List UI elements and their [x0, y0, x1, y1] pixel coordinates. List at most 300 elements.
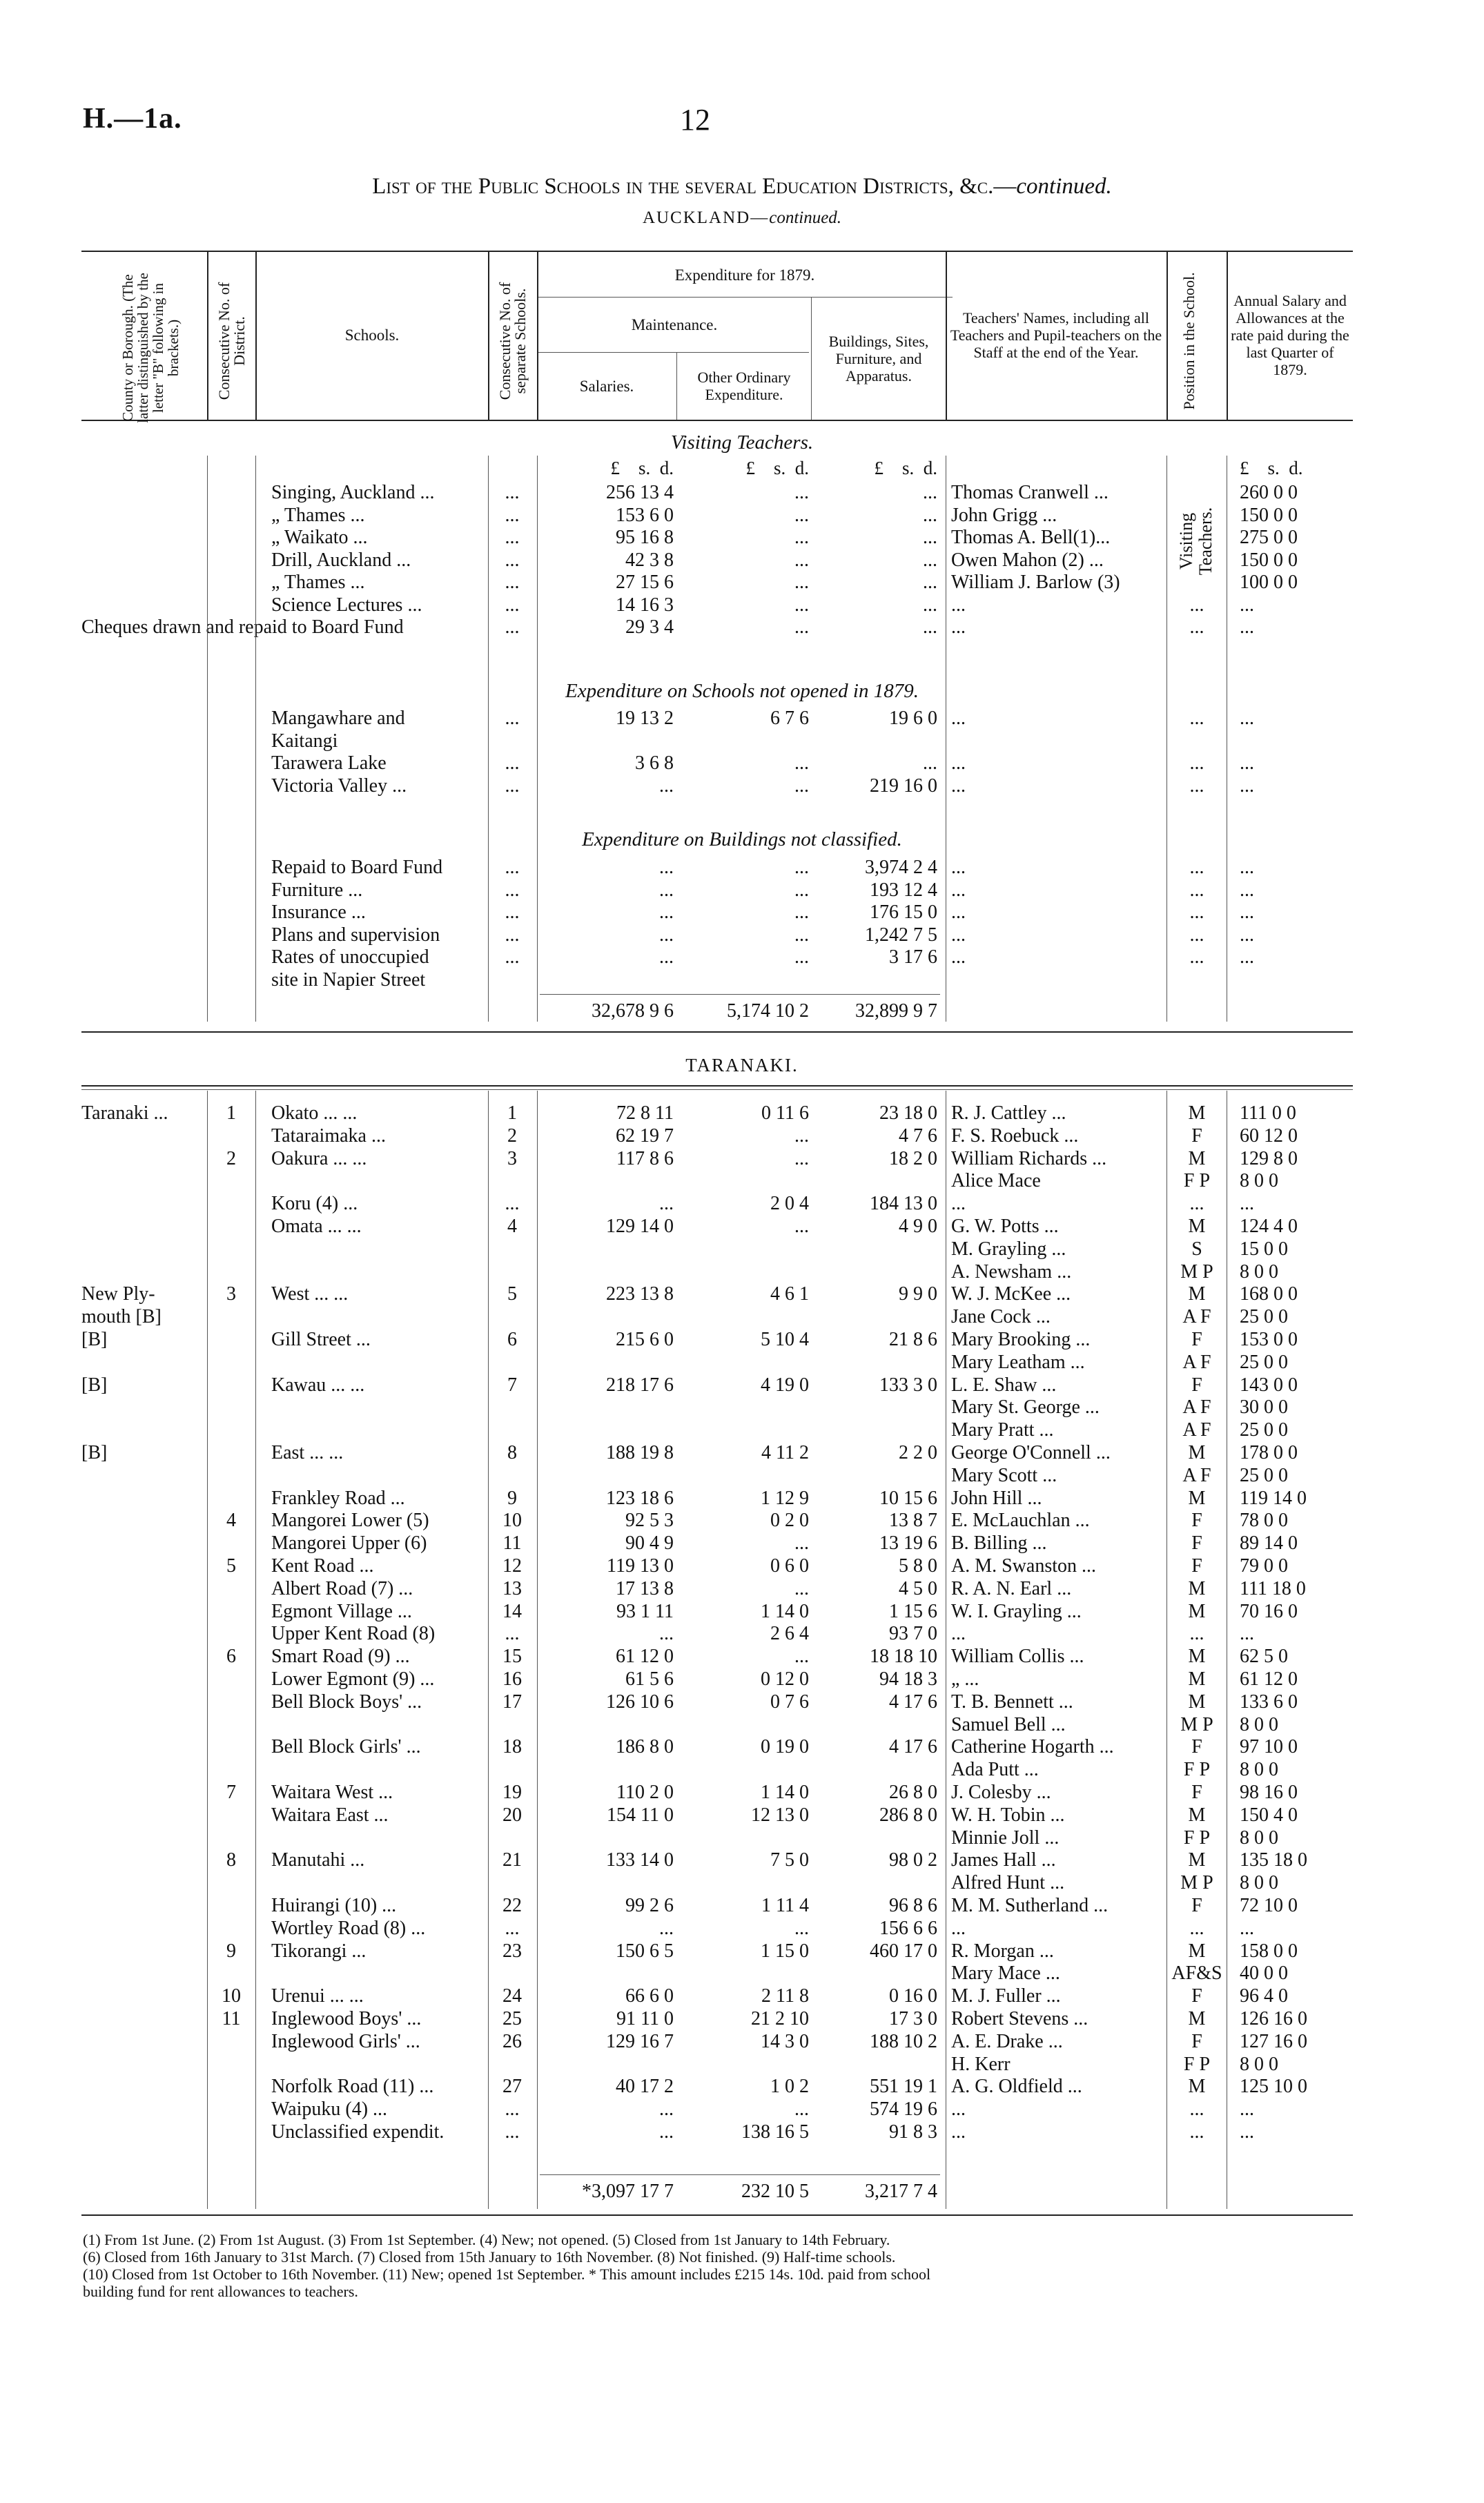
cell-bld: 91 8 3: [889, 2121, 937, 2143]
cell-pos: F: [1191, 1736, 1202, 1758]
cell-tname: R. A. N. Earl ...: [951, 1577, 1072, 1599]
cell-oth: ...: [794, 1216, 809, 1237]
cell-bld: 5 8 0: [899, 1555, 937, 1577]
cell-pos: S: [1191, 1238, 1202, 1260]
cell-cons: 26: [502, 2030, 522, 2052]
cell-ann: ...: [1240, 924, 1254, 946]
cell-school: Rates of unoccupied: [271, 946, 429, 968]
cell-sal: 123 18 6: [606, 1487, 674, 1509]
header-divider: [676, 352, 677, 420]
cell-bld: 4 17 6: [889, 1691, 937, 1713]
table-row: [0, 1169, 1484, 1192]
cell-bld: 18 2 0: [889, 1147, 937, 1169]
cell-tname: John Hill ...: [951, 1487, 1042, 1509]
cell-ann: 126 16 0: [1240, 2008, 1307, 2029]
cell-tname: James Hall ...: [951, 1849, 1056, 1871]
unit-pence: d.: [659, 458, 674, 478]
cell-sal: 256 13 4: [606, 482, 674, 503]
body-divider: [255, 1091, 256, 2209]
cell-ann: 150 0 0: [1240, 504, 1298, 526]
cell-school: Mangorei Upper (6): [271, 1532, 427, 1555]
cell-tname: ...: [951, 924, 966, 946]
cell-ann: 111 18 0: [1240, 1577, 1306, 1599]
cell-ann: 168 0 0: [1240, 1283, 1298, 1305]
cell-ann: 25 0 0: [1240, 1464, 1288, 1486]
cell-oth: ...: [794, 1532, 809, 1555]
cell-cons: ...: [505, 775, 520, 797]
cell-oth: ...: [794, 1577, 809, 1599]
cell-sal: 61 12 0: [616, 1646, 674, 1668]
cell-county: [B]: [81, 1442, 108, 1463]
col-other-expenditure: Other Ordinary Expenditure.: [697, 369, 791, 403]
cell-tname: W. J. McKee ...: [951, 1283, 1071, 1305]
cell-bld: 3 17 6: [889, 946, 937, 968]
cell-sal: 29 3 4: [625, 616, 674, 638]
cell-tname: Mary Leatham ...: [951, 1351, 1085, 1373]
cell-tname: R. J. Cattley ...: [951, 1102, 1066, 1124]
cell-pos: ...: [1189, 2121, 1204, 2143]
cell-school: Waipuku (4) ...: [271, 2098, 388, 2121]
cell-ann: ...: [1240, 2098, 1254, 2121]
table-row: [0, 2030, 1484, 2053]
cell-sal: ...: [659, 924, 674, 946]
body-divider: [255, 456, 256, 1022]
table-row: [0, 481, 1484, 504]
taranaki-total-salaries: *3,097 17 7: [582, 2181, 674, 2202]
cell-ann: 30 0 0: [1240, 1396, 1288, 1419]
table-row: [0, 1147, 1484, 1170]
table-row: [0, 1238, 1484, 1260]
table-row: [0, 730, 1484, 752]
cell-sal: 218 17 6: [606, 1374, 674, 1396]
cell-ann: ...: [1240, 594, 1254, 616]
cell-cons: ...: [505, 1193, 520, 1215]
table-row: [0, 1305, 1484, 1328]
col-separate: Consecutive No. of separate Schools.: [496, 282, 529, 400]
auckland-total-row: [0, 1000, 1484, 1022]
table-row: [0, 1645, 1484, 1668]
cell-ann: 129 8 0: [1240, 1147, 1298, 1169]
cell-bld: 0 16 0: [889, 1985, 937, 2007]
taranaki-total-other: 232 10 5: [741, 2181, 809, 2202]
cell-school: Oakura ... ...: [271, 1147, 367, 1169]
cell-bld: 98 0 2: [889, 1849, 937, 1871]
cell-pos: M P: [1180, 1872, 1213, 1894]
table-row: [0, 901, 1484, 924]
cell-county: Cheques drawn and repaid to Board Fund: [81, 616, 404, 638]
cell-cons: 14: [502, 1600, 522, 1622]
cell-oth: ...: [794, 924, 809, 946]
cell-cons: 17: [502, 1691, 522, 1713]
cell-school: Singing, Auckland ...: [271, 482, 435, 503]
cell-school: Science Lectures ...: [271, 594, 422, 616]
cell-cons: 3: [507, 1147, 517, 1169]
cell-bld: ...: [923, 572, 937, 593]
cell-pos: F: [1191, 2030, 1202, 2052]
cell-sal: 91 11 0: [616, 2008, 674, 2029]
cell-cons: ...: [505, 1623, 520, 1645]
cell-dist: 10: [222, 1985, 241, 2007]
cell-bld: 1 15 6: [889, 1600, 937, 1622]
cell-ann: 153 0 0: [1240, 1329, 1298, 1350]
cell-bld: 4 17 6: [889, 1736, 937, 1758]
cell-sal: 95 16 8: [616, 527, 674, 548]
cell-tname: M. M. Sutherland ...: [951, 1895, 1109, 1916]
cell-tname: ...: [951, 775, 966, 797]
header-bottom-rule: [81, 420, 1353, 421]
cell-bld: 133 3 0: [879, 1374, 937, 1396]
cell-school: Lower Egmont (9) ...: [271, 1668, 435, 1690]
cell-sal: ...: [659, 2121, 674, 2143]
table-row: [0, 2098, 1484, 2121]
table-row: [0, 1260, 1484, 1283]
cell-sal: ...: [659, 1917, 674, 1939]
units-other: [681, 457, 809, 480]
body-divider: [488, 1091, 489, 2209]
cell-school: Repaid to Board Fund: [271, 857, 443, 878]
cell-bld: 2 2 0: [899, 1442, 937, 1463]
cell-dist: 6: [226, 1646, 236, 1668]
table-row: [0, 1464, 1484, 1487]
cell-tname: ...: [951, 1193, 966, 1215]
cell-tname: T. B. Bennett ...: [951, 1691, 1073, 1713]
footnote-line-3: (10) Closed from 1st October to 16th November. (11) New; opened 1st September. * This amount includes £215 14s. 10d. paid from school: [83, 2266, 931, 2283]
cell-county: [B]: [81, 1374, 108, 1396]
cell-pos: M: [1188, 1646, 1206, 1668]
cell-sal: ...: [659, 775, 674, 797]
cell-oth: ...: [794, 857, 809, 878]
cell-pos: M P: [1180, 1260, 1213, 1283]
cell-bld: ...: [923, 549, 937, 571]
table-row: [0, 1192, 1484, 1215]
units-annual: [1240, 457, 1350, 480]
cell-tname: Mary Mace ...: [951, 1963, 1060, 1985]
cell-sal: 119 13 0: [607, 1555, 674, 1577]
cell-ann: 78 0 0: [1240, 1510, 1288, 1532]
cell-bld: 219 16 0: [870, 775, 937, 797]
cell-bld: ...: [923, 594, 937, 616]
cell-oth: 0 19 0: [761, 1736, 809, 1758]
cell-cons: 7: [507, 1374, 517, 1396]
cell-pos: ...: [1189, 879, 1204, 901]
cell-school: Mangorei Lower (5): [271, 1510, 429, 1532]
auckland-total-buildings: 32,899 9 7: [855, 1000, 937, 1022]
table-row: [0, 1577, 1484, 1600]
cell-oth: 1 14 0: [761, 1782, 809, 1803]
cell-school: Huirangi (10) ...: [271, 1895, 397, 1916]
cell-bld: 574 19 6: [870, 2098, 937, 2121]
cell-tname: George O'Connell ...: [951, 1442, 1111, 1463]
cell-tname: L. E. Shaw ...: [951, 1374, 1057, 1396]
cell-cons: 23: [502, 1940, 522, 1962]
cell-school: Insurance ...: [271, 902, 366, 923]
table-row: [0, 1668, 1484, 1691]
title-continued: continued.: [1016, 174, 1112, 199]
cell-ann: 79 0 0: [1240, 1555, 1288, 1577]
cell-oth: ...: [794, 482, 809, 503]
table-row: [0, 1396, 1484, 1419]
cell-cons: 24: [502, 1985, 522, 2007]
auckland-total-rule: [540, 994, 940, 995]
table-row: [0, 1713, 1484, 1736]
cell-sal: 17 13 8: [616, 1577, 674, 1599]
cell-tname: Alice Mace: [951, 1170, 1041, 1192]
cell-bld: 19 6 0: [889, 708, 937, 729]
cell-bld: 286 8 0: [879, 1804, 937, 1826]
table-row: [0, 1804, 1484, 1827]
unit-pound: £: [610, 458, 620, 478]
cell-cons: 2: [507, 1124, 517, 1147]
footnote-line-2: (6) Closed from 16th January to 31st March. (7) Closed from 15th January to 16th November. (8) Not finished. (9) Half-time schools.: [83, 2248, 896, 2266]
cell-school: Kawau ... ...: [271, 1374, 365, 1396]
cell-bld: 4 7 6: [899, 1124, 937, 1147]
unit-pound: £: [1240, 458, 1249, 478]
cell-oth: 0 7 6: [770, 1691, 809, 1713]
col-annual-salary: Annual Salary and Allowances at the rate paid during the last Quarter of 1879.: [1231, 292, 1349, 378]
cell-pos: M: [1188, 1668, 1206, 1690]
cell-bld: 9 9 0: [899, 1283, 937, 1305]
cell-sal: 129 14 0: [606, 1216, 674, 1237]
cell-dist: 3: [226, 1283, 236, 1305]
cell-ann: ...: [1240, 1917, 1254, 1939]
table-row: [0, 1374, 1484, 1396]
table-row: [0, 1555, 1484, 1577]
cell-oth: ...: [794, 594, 809, 616]
table-row: [0, 1735, 1484, 1758]
cell-pos: ...: [1189, 594, 1204, 616]
cell-oth: 5 10 4: [761, 1329, 809, 1350]
cell-cons: 1: [507, 1102, 517, 1124]
header-divider: [811, 297, 812, 420]
cell-pos: F: [1191, 1124, 1202, 1147]
cell-tname: E. McLauchlan ...: [951, 1510, 1090, 1532]
cell-school: Victoria Valley ...: [271, 775, 407, 797]
table-row: [0, 1441, 1484, 1464]
cell-tname: H. Kerr: [951, 2053, 1011, 2075]
cell-pos: M: [1188, 1442, 1206, 1463]
table-row: [0, 2053, 1484, 2076]
table-row: [0, 1985, 1484, 2007]
cell-pos: ...: [1189, 616, 1204, 638]
cell-pos: F: [1191, 1782, 1202, 1803]
cell-ann: 72 10 0: [1240, 1895, 1298, 1916]
cell-dist: 4: [226, 1510, 236, 1532]
body-divider: [488, 456, 489, 1022]
table-row: [0, 946, 1484, 968]
cell-cons: ...: [505, 708, 520, 729]
cell-tname: William Collis ...: [951, 1646, 1084, 1668]
cell-bld: 26 8 0: [889, 1782, 937, 1803]
cell-tname: Jane Cock ...: [951, 1306, 1051, 1328]
footnote-line-4: building fund for rent allowances to teachers.: [83, 2283, 358, 2300]
body-divider: [537, 456, 538, 1022]
cell-sal: 223 13 8: [606, 1283, 674, 1305]
cell-tname: M. Grayling ...: [951, 1238, 1066, 1260]
auckland-total-other: 5,174 10 2: [727, 1000, 809, 1022]
cell-tname: John Grigg ...: [951, 504, 1057, 526]
cell-tname: ...: [951, 1917, 966, 1939]
cell-bld: 18 18 10: [870, 1646, 937, 1668]
cell-tname: Owen Mahon (2) ...: [951, 549, 1104, 571]
cell-ann: ...: [1240, 946, 1254, 968]
cell-pos: ...: [1189, 902, 1204, 923]
unit-pence: d.: [1289, 458, 1303, 478]
cell-oth: 2 6 4: [770, 1623, 809, 1645]
cell-school: Koru (4) ...: [271, 1193, 358, 1215]
cell-pos: AF&S: [1171, 1963, 1222, 1985]
section-buildings-not-classified: Expenditure on Buildings not classified.: [582, 828, 902, 850]
header-divider: [1166, 251, 1168, 420]
cell-bld: 23 18 0: [879, 1102, 937, 1124]
cell-ann: 135 18 0: [1240, 1849, 1307, 1871]
body-divider: [1166, 1091, 1167, 2209]
cell-school: Waitara West ...: [271, 1782, 393, 1803]
cell-cons: ...: [505, 2098, 520, 2121]
cell-pos: F: [1191, 1510, 1202, 1532]
cell-oth: 2 0 4: [770, 1193, 809, 1215]
cell-pos: M: [1188, 1283, 1206, 1305]
cell-oth: 138 16 5: [741, 2121, 809, 2143]
table-row: [0, 1691, 1484, 1713]
auckland-total-salaries: 32,678 9 6: [592, 1000, 674, 1022]
cell-tname: A. E. Drake ...: [951, 2030, 1063, 2052]
cell-sal: 154 11 0: [607, 1804, 674, 1826]
cell-dist: 8: [226, 1849, 236, 1871]
table-row: [0, 924, 1484, 946]
cell-ann: 150 0 0: [1240, 549, 1298, 571]
cell-school: Waitara East ...: [271, 1804, 389, 1826]
cell-sal: 117 8 6: [616, 1147, 674, 1169]
cell-pos: ...: [1189, 1623, 1204, 1645]
cell-pos: M: [1188, 1600, 1206, 1622]
cell-oth: 1 14 0: [761, 1600, 809, 1622]
units-row: [0, 457, 1484, 480]
cell-cons: 10: [502, 1510, 522, 1532]
cell-sal: 150 6 5: [616, 1940, 674, 1962]
cell-cons: 22: [502, 1895, 522, 1916]
cell-cons: ...: [505, 924, 520, 946]
table-row: [0, 1102, 1484, 1124]
cell-tname: Thomas A. Bell(1)...: [951, 527, 1111, 548]
cell-oth: 4 6 1: [770, 1283, 809, 1305]
table-row: [0, 594, 1484, 616]
cell-oth: 4 19 0: [761, 1374, 809, 1396]
cell-bld: 188 10 2: [870, 2030, 937, 2052]
expenditure-rule: [538, 297, 953, 298]
cell-tname: William Richards ...: [951, 1147, 1107, 1169]
cell-ann: ...: [1240, 1193, 1254, 1215]
unit-shillings: s.: [638, 458, 651, 478]
subtitle-continued: continued.: [769, 208, 842, 227]
table-row: [0, 2007, 1484, 2030]
cell-tname: ...: [951, 752, 966, 774]
cell-oth: 0 12 0: [761, 1668, 809, 1690]
table-row: [0, 1283, 1484, 1305]
cell-tname: Minnie Joll ...: [951, 1827, 1060, 1849]
cell-county: Taranaki ...: [81, 1102, 168, 1124]
cell-school: Plans and supervision: [271, 924, 440, 946]
table-row: [0, 1487, 1484, 1510]
cell-sal: 92 5 3: [625, 1510, 674, 1532]
cell-school: Inglewood Boys' ...: [271, 2008, 422, 2029]
cell-oth: 14 3 0: [761, 2030, 809, 2052]
cell-sal: 129 16 7: [606, 2030, 674, 2052]
cell-school: Kaitangi: [271, 730, 338, 752]
cell-tname: Mary Pratt ...: [951, 1419, 1054, 1441]
cell-dist: 7: [226, 1782, 236, 1803]
subtitle-main: AUCKLAND—: [642, 208, 770, 227]
cell-oth: ...: [794, 902, 809, 923]
cell-ann: 178 0 0: [1240, 1442, 1298, 1463]
cell-school: Frankley Road ...: [271, 1487, 405, 1509]
cell-cons: 20: [502, 1804, 522, 1826]
cell-ann: 133 6 0: [1240, 1691, 1298, 1713]
table-bottom-rule: [81, 2214, 1353, 2216]
cell-pos: A F: [1182, 1306, 1211, 1328]
cell-sal: 126 10 6: [606, 1691, 674, 1713]
cell-county: New Ply-: [81, 1283, 155, 1305]
cell-ann: 125 10 0: [1240, 2076, 1307, 2098]
cell-tname: Thomas Cranwell ...: [951, 482, 1109, 503]
cell-tname: ...: [951, 2121, 966, 2143]
cell-pos: ...: [1189, 2098, 1204, 2121]
cell-ann: 98 16 0: [1240, 1782, 1298, 1803]
cell-pos: ...: [1189, 752, 1204, 774]
cell-pos: F: [1191, 1555, 1202, 1577]
cell-dist: 2: [226, 1147, 236, 1169]
header-divider: [207, 251, 208, 420]
cell-tname: Samuel Bell ...: [951, 1713, 1066, 1735]
cell-ann: ...: [1240, 879, 1254, 901]
cell-cons: ...: [505, 482, 520, 503]
cell-tname: ...: [951, 1623, 966, 1645]
body-divider: [207, 1091, 208, 2209]
table-row: [0, 1758, 1484, 1781]
cell-bld: 17 3 0: [889, 2008, 937, 2029]
cell-cons: ...: [505, 549, 520, 571]
unit-pound: £: [874, 458, 883, 478]
cell-bld: 13 19 6: [879, 1532, 937, 1555]
cell-cons: 5: [507, 1283, 517, 1305]
cell-oth: 0 11 6: [761, 1102, 809, 1124]
cell-oth: ...: [794, 1917, 809, 1939]
cell-bld: ...: [923, 504, 937, 526]
maintenance-rule: [538, 352, 809, 353]
cell-ann: 127 16 0: [1240, 2030, 1307, 2052]
cell-sal: 62 19 7: [616, 1124, 674, 1147]
col-schools: Schools.: [344, 327, 400, 344]
table-row: [0, 1849, 1484, 1871]
cell-ann: 8 0 0: [1240, 2053, 1278, 2075]
cell-ann: 8 0 0: [1240, 1260, 1278, 1283]
col-county: County or Borough. (The latter distinguished by the letter "B" following in brackets.): [119, 273, 182, 423]
cell-cons: ...: [505, 752, 520, 774]
cell-bld: ...: [923, 616, 937, 638]
units-buildings: [816, 457, 937, 480]
cell-sal: ...: [659, 1193, 674, 1215]
cell-pos: ...: [1189, 946, 1204, 968]
cell-cons: ...: [505, 594, 520, 616]
cell-tname: „ ...: [951, 1668, 979, 1690]
cell-ann: 8 0 0: [1240, 1170, 1278, 1192]
cell-ann: 100 0 0: [1240, 572, 1298, 593]
header-divider: [488, 251, 489, 420]
cell-sal: ...: [659, 1623, 674, 1645]
cell-ann: ...: [1240, 902, 1254, 923]
table-row: [0, 1917, 1484, 1940]
table-row: [0, 1600, 1484, 1623]
table-row: [0, 526, 1484, 549]
